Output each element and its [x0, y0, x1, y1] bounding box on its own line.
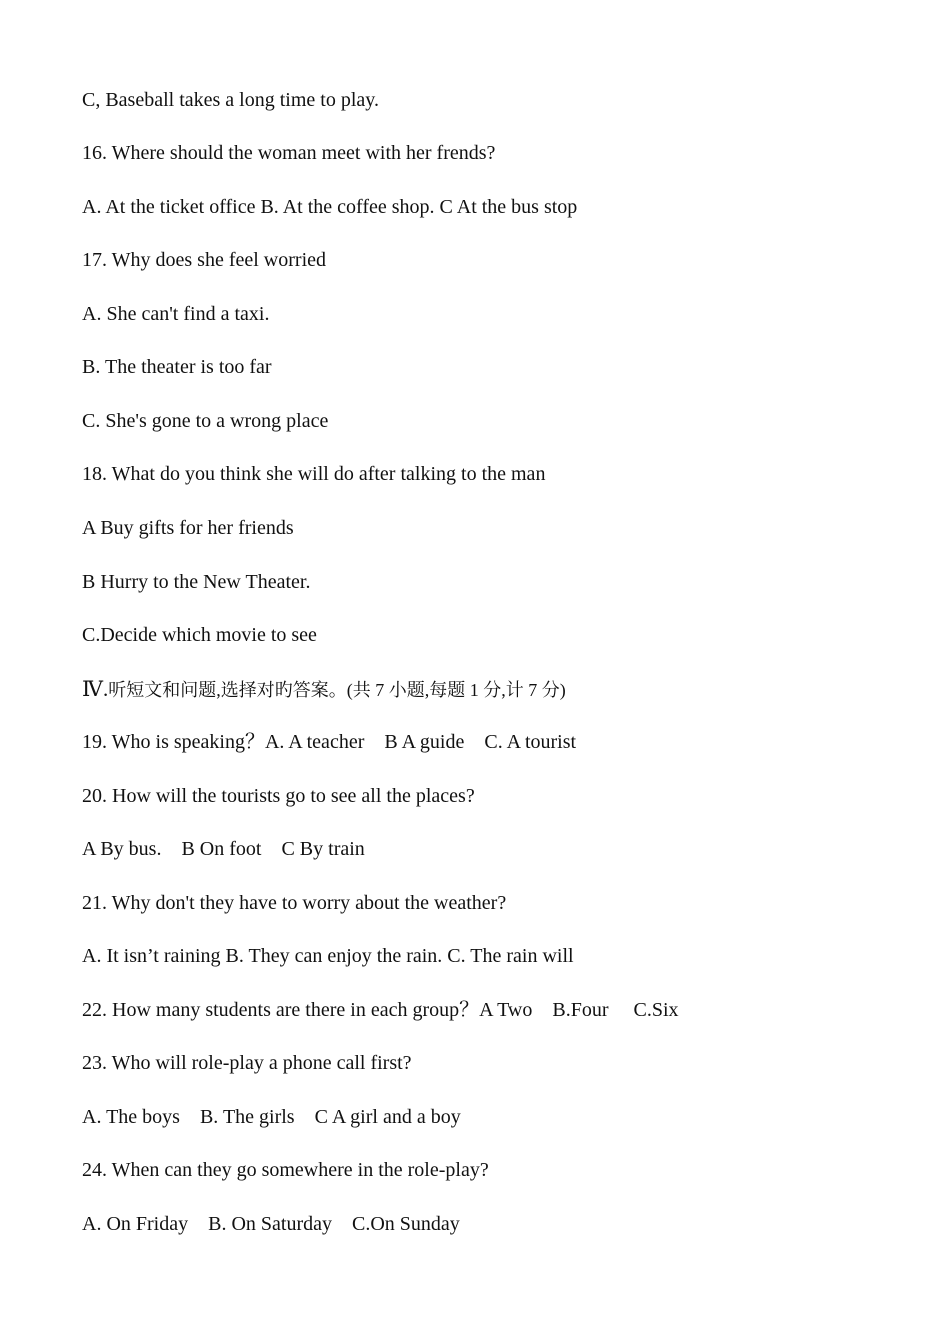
question-20: 20. How will the tourists go to see all the places?	[82, 785, 475, 807]
question-19-with-options: 19. Who is speaking？A. A teacher B A guide C. A tourist	[82, 731, 577, 753]
option-18b: B Hurry to the New Theater.	[82, 571, 311, 593]
options-20: A By bus. B On foot C By train	[82, 838, 365, 860]
option-17c: C. She's gone to a wrong place	[82, 410, 329, 432]
question-22-with-options: 22. How many students are there in each group？A Two B.Four C.Six	[82, 999, 679, 1021]
option-17a: A. She can't find a taxi.	[82, 303, 270, 325]
question-24: 24. When can they go somewhere in the role-play?	[82, 1159, 489, 1181]
question-21: 21. Why don't they have to worry about the weather?	[82, 892, 507, 914]
question-16: 16. Where should the woman meet with her frends?	[82, 142, 496, 164]
option-18a: A Buy gifts for her friends	[82, 517, 294, 539]
question-17: 17. Why does she feel worried	[82, 249, 327, 271]
options-21: A. It isn’t raining B. They can enjoy the rain. C. The rain will	[82, 945, 574, 967]
option-18c: C.Decide which movie to see	[82, 624, 317, 646]
option-17b: B. The theater is too far	[82, 356, 272, 378]
question-23: 23. Who will role-play a phone call first?	[82, 1052, 412, 1074]
section-instructions: 听短文和问题,选择对旳答案。(共 7 小题,每题 1 分,计 7 分)	[108, 680, 566, 700]
options-23: A. The boys B. The girls C A girl and a boy	[82, 1106, 461, 1128]
options-16: A. At the ticket office B. At the coffee shop. C At the bus stop	[82, 196, 578, 218]
question-18: 18. What do you think she will do after talking to the man	[82, 463, 546, 485]
section-numeral: Ⅳ.	[82, 677, 109, 701]
section-heading	[82, 677, 566, 702]
options-24: A. On Friday B. On Saturday C.On Sunday	[82, 1213, 460, 1235]
text-line-option-15c: C, Baseball takes a long time to play.	[82, 89, 379, 111]
